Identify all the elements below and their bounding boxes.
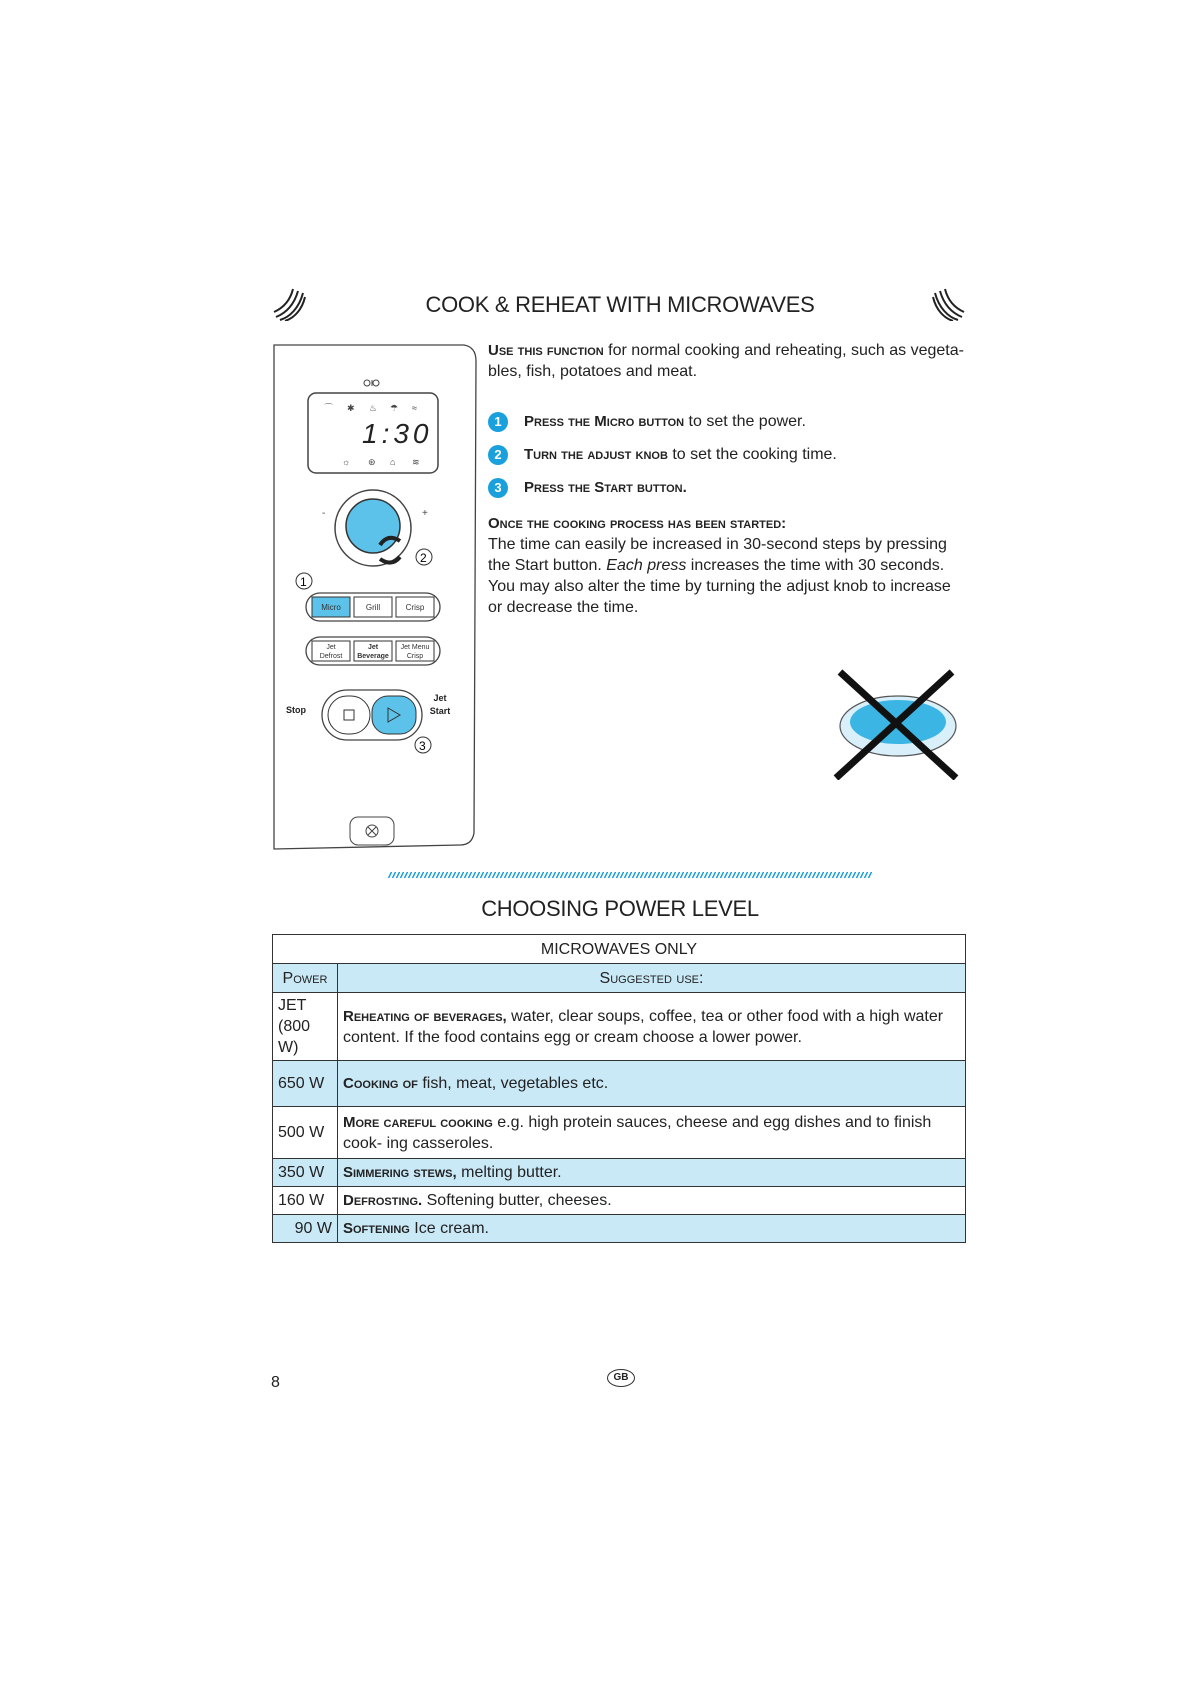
- table-row: [273, 1159, 966, 1187]
- page-number: 8: [271, 1374, 280, 1391]
- power-level-table: [272, 934, 966, 1243]
- table-row: [273, 1061, 966, 1107]
- column-header-use: Suggested use:: [338, 964, 966, 993]
- svg-text:Jet Menu: Jet Menu: [400, 644, 430, 651]
- table-caption-row: [273, 935, 966, 964]
- step-number: 3: [488, 478, 508, 498]
- svg-text:3: 3: [419, 739, 426, 753]
- svg-text:⌒: ⌒: [324, 403, 334, 413]
- divider: [388, 871, 872, 879]
- intro-paragraph: Use this function for normal cooking and reheating, such as vegeta- bles, fish, potatoes and meat.: [488, 342, 964, 380]
- svg-text:1: 1: [300, 575, 307, 589]
- section-title-power-level: CHOOSING POWER LEVEL: [481, 896, 759, 921]
- svg-text:Defrost: Defrost: [319, 653, 343, 660]
- svg-text:+: +: [422, 508, 428, 519]
- svg-text:✱: ✱: [347, 403, 355, 413]
- list-item: 1 Press the Micro button to set the power.: [488, 411, 966, 444]
- list-item: 2 Turn the adjust knob to set the cooking time.: [488, 444, 966, 477]
- use-cell: Defrosting. Softening butter, cheeses.: [338, 1187, 966, 1215]
- start-button[interactable]: [372, 696, 416, 734]
- table-row: [273, 1107, 966, 1159]
- power-cell: 90 W: [273, 1215, 338, 1243]
- use-cell: More careful cooking e.g. high protein sauces, cheese and egg dishes and to finish cook- ing casseroles.: [338, 1107, 966, 1159]
- svg-text:☂: ☂: [390, 403, 399, 413]
- power-cell: 500 W: [273, 1107, 338, 1159]
- use-cell: Cooking of fish, meat, vegetables etc.: [338, 1061, 966, 1107]
- use-cell: Simmering stews, melting butter.: [338, 1159, 966, 1187]
- step-number: 1: [488, 412, 508, 432]
- svg-text:♨: ♨: [369, 403, 378, 413]
- power-cell: 650 W: [273, 1061, 338, 1107]
- section-title-cook-reheat: COOK & REHEAT WITH MICROWAVES: [425, 292, 815, 317]
- svg-text:⌂: ⌂: [390, 457, 396, 467]
- column-header-power: Power: [273, 964, 338, 993]
- svg-text:Crisp: Crisp: [406, 653, 424, 660]
- svg-text:☼: ☼: [342, 457, 351, 467]
- svg-text:≋: ≋: [412, 457, 420, 467]
- once-heading: Once the cooking process has been started:: [488, 515, 787, 532]
- svg-text:-: -: [322, 508, 326, 519]
- svg-text:Jet: Jet: [367, 644, 379, 651]
- table-row: [273, 1215, 966, 1243]
- svg-text:⊛: ⊛: [368, 457, 376, 467]
- step-number: 2: [488, 445, 508, 465]
- adjust-knob[interactable]: [346, 499, 400, 553]
- svg-text:≈: ≈: [412, 403, 417, 413]
- no-plate-crossed-icon: [832, 668, 962, 780]
- svg-text:Stop: Stop: [286, 705, 306, 715]
- control-panel-illustration: [272, 343, 478, 851]
- microwave-waves-right-icon: [932, 287, 966, 321]
- power-cell: JET (800 W): [273, 993, 338, 1061]
- once-started-paragraph: Once the cooking process has been started: The time can easily be increased in 30-second steps by pressing the Start button. Each press increases the time with 30 seconds. You may also alter the time by turning the adjust knob to increase or decrease the time.: [488, 513, 966, 618]
- svg-text:Start: Start: [429, 706, 451, 716]
- svg-text:Crisp: Crisp: [405, 603, 425, 612]
- stop-button[interactable]: [328, 696, 370, 734]
- table-row: [273, 993, 966, 1061]
- svg-text:Micro: Micro: [321, 603, 341, 612]
- display-time: 1:30: [362, 418, 433, 449]
- step-list: [488, 411, 966, 510]
- svg-text:Beverage: Beverage: [357, 653, 389, 660]
- power-cell: 350 W: [273, 1159, 338, 1187]
- list-item: 3 Press the Start button.: [488, 477, 966, 510]
- svg-text:Grill: Grill: [365, 603, 381, 612]
- table-caption: MICROWAVES ONLY: [273, 935, 966, 964]
- table-header-row: [273, 964, 966, 993]
- svg-text:Jet: Jet: [326, 644, 336, 651]
- svg-text:2: 2: [420, 551, 427, 565]
- country-badge: GB: [607, 1369, 635, 1387]
- use-cell: Reheating of beverages, water, clear soups, coffee, tea or other food with a high water content. If the food contains egg or cream choose a lower power.: [338, 993, 966, 1061]
- use-cell: Softening Ice cream.: [338, 1215, 966, 1243]
- power-cell: 160 W: [273, 1187, 338, 1215]
- svg-text:Jet: Jet: [433, 693, 447, 703]
- table-row: [273, 1187, 966, 1215]
